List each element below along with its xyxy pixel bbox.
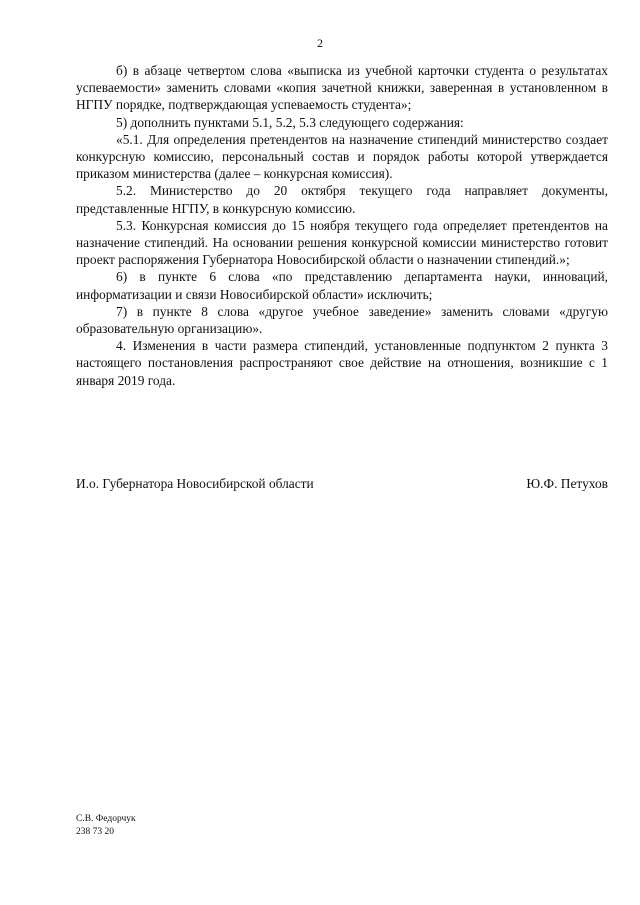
signatory-name: Ю.Ф. Петухов bbox=[526, 476, 608, 491]
paragraph-amendment-5: 5) дополнить пунктами 5.1, 5.2, 5.3 следующего содержания: bbox=[116, 114, 464, 130]
paragraph-amendment-b: б) в абзаце четвертом слова «выписка из учебной карточки студента о результатах успеваемости» заменить словами «копия зачетной книжки, заверенная в установленном в НГПУ порядке, подтверждающая успеваемость студента»; bbox=[76, 63, 608, 113]
document-body bbox=[76, 62, 608, 389]
paragraph-clause-5-1: «5.1. Для определения претендентов на назначение стипендий министерство создает конкурсную комиссию, персональный состав и порядок работы которой утверждается приказом министерства (далее – конкурсная комиссия). bbox=[76, 131, 608, 182]
executor-block bbox=[76, 813, 136, 839]
signatory-position: И.о. Губернатора Новосибирской области bbox=[76, 476, 314, 491]
page-number: 2 bbox=[317, 36, 323, 50]
paragraph-amendment-6: 6) в пункте 6 слова «по представлению департамента науки, инноваций, информатизации и связи Новосибирской области» исключить; bbox=[76, 269, 608, 302]
executor-phone: 238 73 20 bbox=[76, 827, 114, 837]
executor-name: С.В. Федорчук bbox=[76, 814, 136, 824]
paragraph-clause-5-3: 5.3. Конкурсная комиссия до 15 ноября текущего года определяет претендентов на назначение стипендий. На основании решения конкурсной комиссии министерство готовит проект распоряжения Губернатора Новосибирской области о назначении стипендий.»; bbox=[76, 217, 608, 268]
paragraph-item-4: 4. Изменения в части размера стипендий, установленные подпунктом 2 пункта 3 настоящего постановления распространяют свое действие на отношения, возникшие с 1 января 2019 года. bbox=[76, 338, 608, 388]
paragraph-amendment-7: 7) в пункте 8 слова «другое учебное заведение» заменить словами «другую образовательную организацию». bbox=[76, 303, 608, 337]
signature-block bbox=[76, 476, 608, 492]
paragraph-clause-5-2: 5.2. Министерство до 20 октября текущего года направляет документы, представленные НГПУ, в конкурсную комиссию. bbox=[76, 183, 608, 216]
